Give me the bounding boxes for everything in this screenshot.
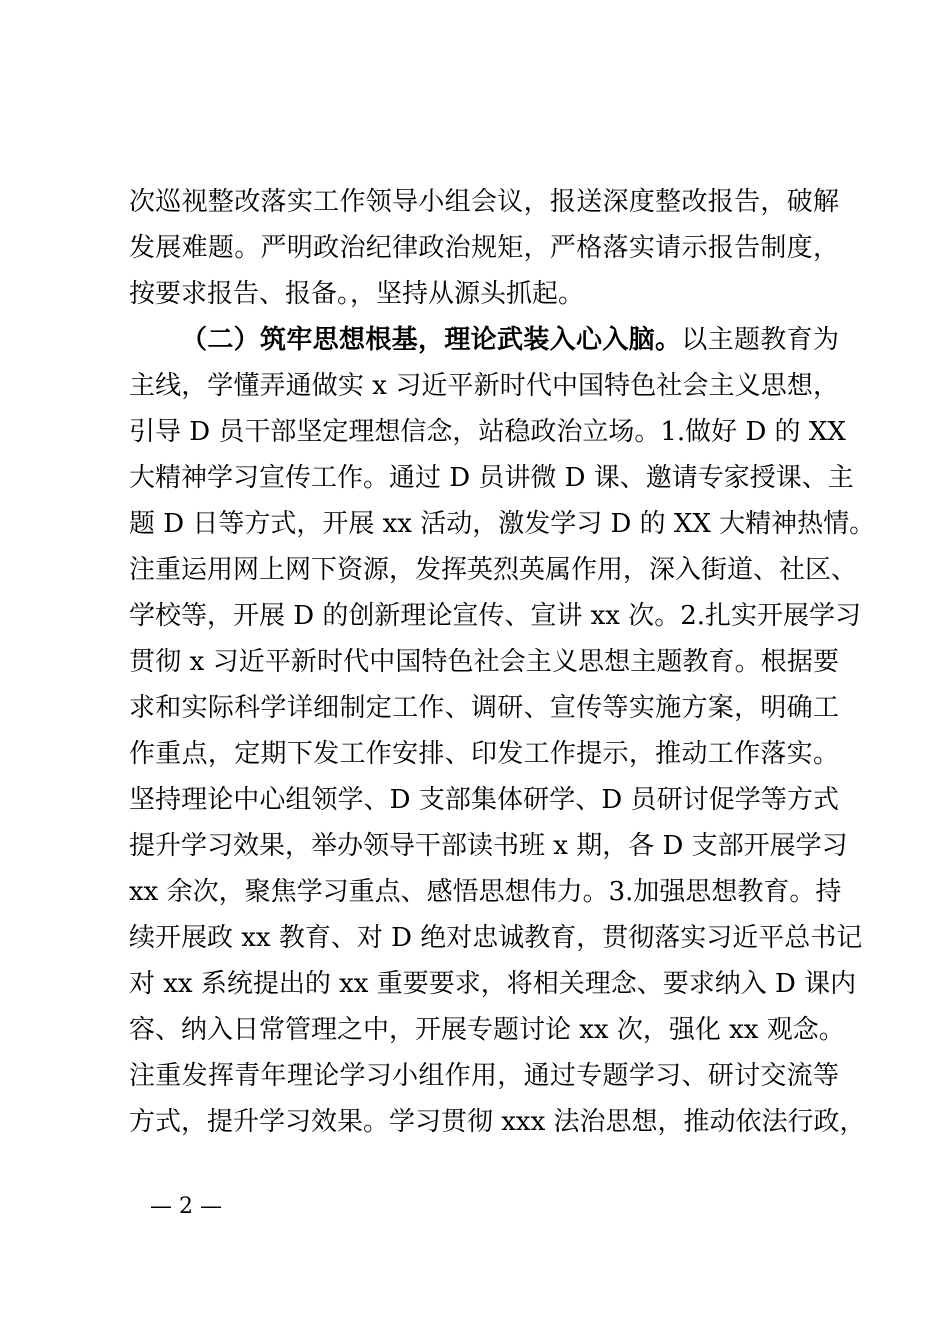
paragraph-2-line-8: 贯彻 x 习近平新时代中国特色社会主义思想主题教育。根据要 [129, 647, 839, 677]
paragraph-2-line-3: 引导 D 员干部坚定理想信念，站稳政治立场。1.做好 D 的 XX [129, 417, 846, 447]
paragraph-2-line-14: 续开展政 xx 教育、对 D 绝对忠诚教育，贯彻落实习近平总书记 [129, 923, 863, 953]
paragraph-2-line-17: 注重发挥青年理论学习小组作用，通过专题学习、研讨交流等 [129, 1061, 839, 1091]
paragraph-2-line-13: xx 余次，聚焦学习重点、感悟思想伟力。3.加强思想教育。持 [129, 877, 842, 907]
paragraph-2-line-1 [181, 322, 839, 358]
paragraph-2-line-16: 容、纳入日常管理之中，开展专题讨论 xx 次，强化 xx 观念。 [129, 1015, 845, 1045]
paragraph-1-line-2: 发展难题。严明政治纪律政治规矩，严格落实请示报告制度， [129, 233, 839, 263]
paragraph-1-line-1: 次巡视整改落实工作领导小组会议，报送深度整改报告，破解 [129, 187, 839, 217]
section-heading: （二）筑牢思想根基，理论武装入心入脑。 [181, 325, 682, 355]
paragraph-2-line-7: 学校等，开展 D 的创新理论宣传、宣讲 xx 次。2.扎实开展学习 [129, 601, 862, 631]
paragraph-2-line-6: 注重运用网上网下资源，发挥英烈英属作用，深入街道、社区、 [129, 555, 858, 585]
paragraph-2-line-11: 坚持理论中心组领学、D 支部集体研学、D 员研讨促学等方式 [129, 785, 839, 815]
paragraph-2-line-18: 方式，提升学习效果。学习贯彻 xxx 法治思想，推动依法行政， [129, 1107, 866, 1137]
paragraph-2-line-4: 大精神学习宣传工作。通过 D 员讲微 D 课、邀请专家授课、主 [129, 463, 854, 493]
paragraph-2-line-10: 作重点，定期下发工作安排、印发工作提示，推动工作落实。 [129, 739, 839, 769]
paragraph-2-line-15: 对 xx 系统提出的 xx 重要要求，将相关理念、要求纳入 D 课内 [129, 969, 857, 999]
paragraph-2-line-1-rest: 以主题教育为 [681, 325, 839, 355]
paragraph-2-line-12: 提升学习效果，举办领导干部读书班 x 期，各 D 支部开展学习 [129, 831, 848, 861]
paragraph-2-line-5: 题 D 日等方式，开展 xx 活动，激发学习 D 的 XX 大精神热情。 [129, 509, 876, 539]
paragraph-1-line-3: 按要求报告、报备。，坚持从源头抓起。 [129, 279, 585, 309]
page-number: — 2 — [150, 1194, 222, 1219]
paragraph-2-line-2: 主线，学懂弄通做实 x 习近平新时代中国特色社会主义思想， [129, 371, 839, 401]
paragraph-2-line-9: 求和实际科学详细制定工作、调研、宣传等实施方案，明确工 [129, 693, 839, 723]
